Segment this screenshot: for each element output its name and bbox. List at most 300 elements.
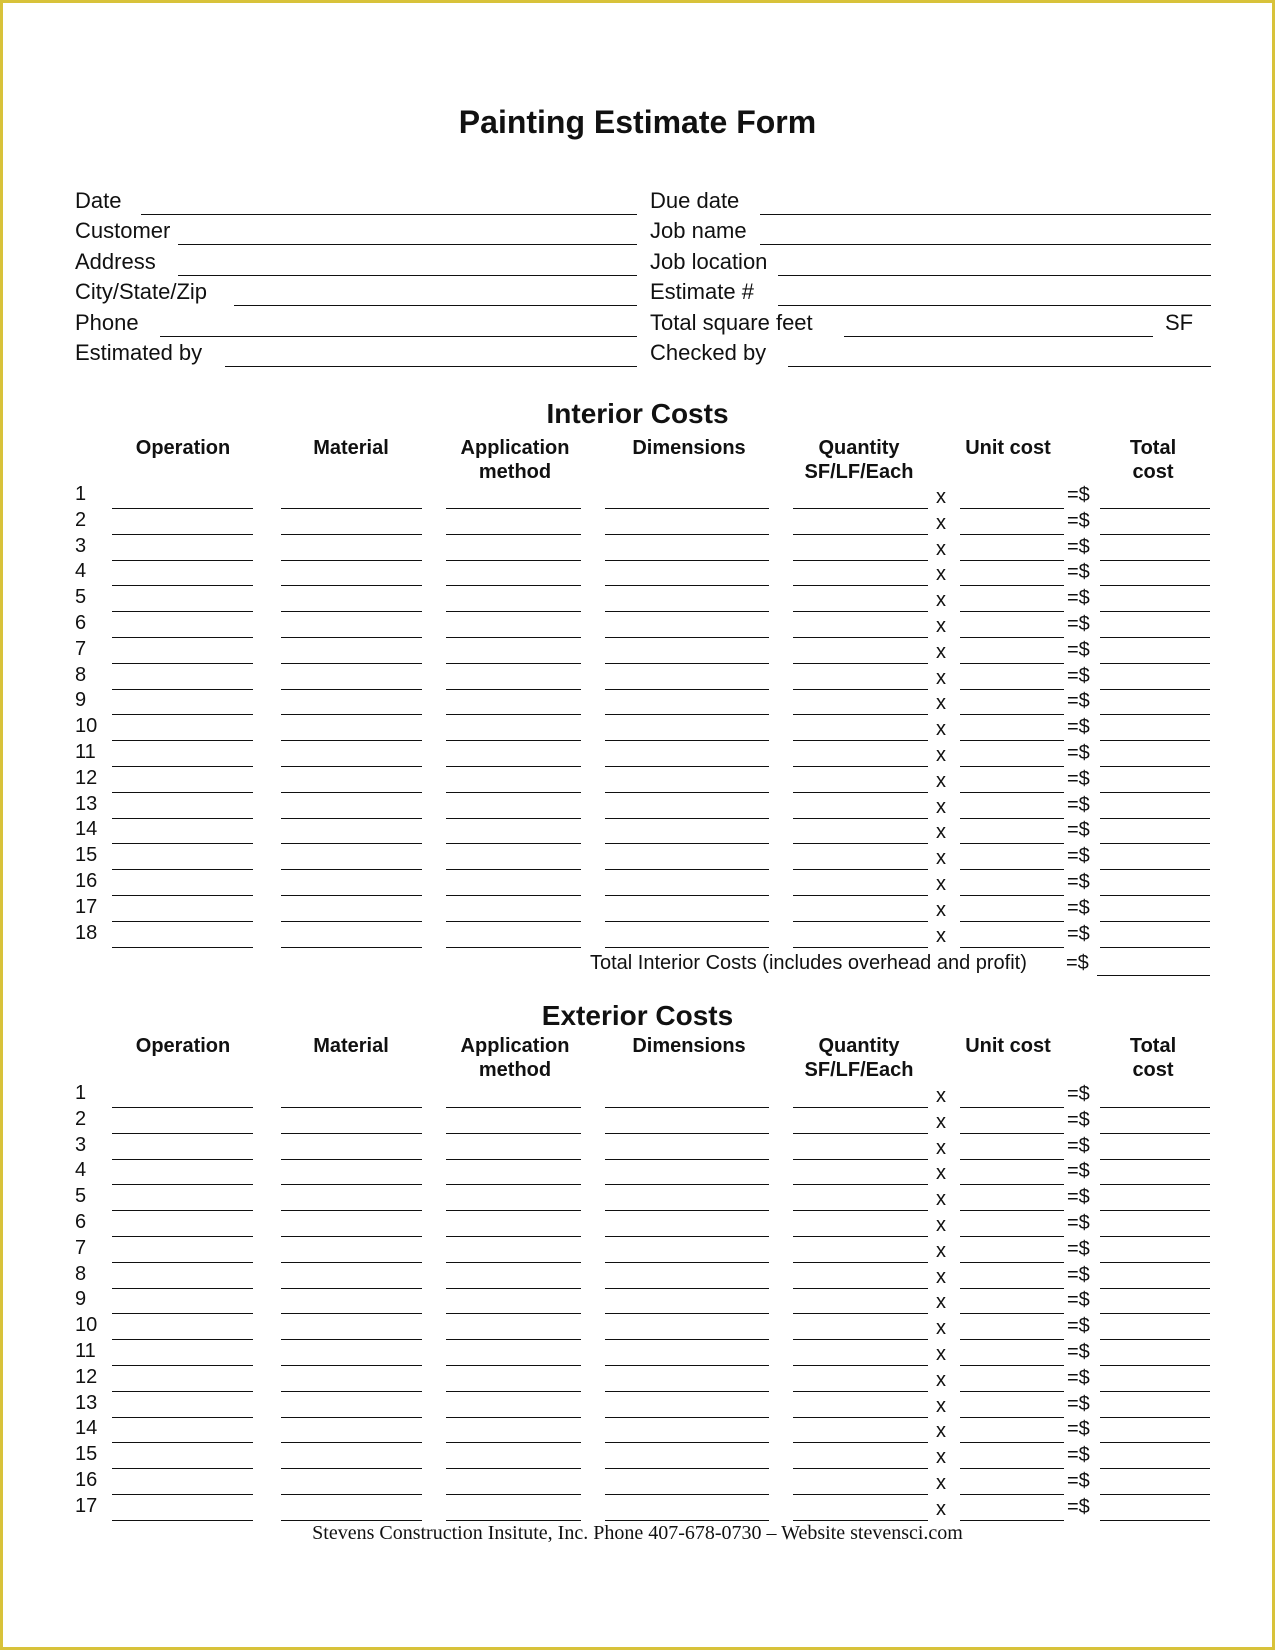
application-field[interactable]	[446, 714, 581, 715]
quantity-field[interactable]	[793, 1442, 928, 1443]
unit-cost-field[interactable]	[960, 534, 1064, 535]
operation-field[interactable]	[112, 1442, 253, 1443]
material-field[interactable]	[281, 792, 422, 793]
unit-cost-field[interactable]	[960, 1417, 1064, 1418]
material-field[interactable]	[281, 1313, 422, 1314]
total-cost-field[interactable]	[1100, 611, 1210, 612]
operation-field[interactable]	[112, 740, 253, 741]
checked-by-label: Checked by	[650, 340, 767, 365]
unit-cost-field[interactable]	[960, 1442, 1064, 1443]
application-field[interactable]	[446, 869, 581, 870]
equals-dollar: =$	[1067, 1083, 1090, 1105]
multiply-sign: x	[936, 1111, 946, 1133]
unit-cost-field[interactable]	[960, 1494, 1064, 1495]
quantity-field[interactable]	[793, 1520, 928, 1521]
quantity-field[interactable]	[793, 740, 928, 741]
multiply-sign: x	[936, 641, 946, 663]
dimensions-field[interactable]	[605, 947, 769, 948]
dimensions-field[interactable]	[605, 560, 769, 561]
application-field[interactable]	[446, 1313, 581, 1314]
unit-cost-field[interactable]	[960, 1107, 1064, 1108]
application-field[interactable]	[446, 1236, 581, 1237]
multiply-sign: x	[936, 1214, 946, 1236]
material-field[interactable]	[281, 843, 422, 844]
application-field[interactable]	[446, 740, 581, 741]
total-cost-field[interactable]	[1100, 818, 1210, 819]
material-field[interactable]	[281, 714, 422, 715]
quantity-field[interactable]	[793, 1210, 928, 1211]
material-field[interactable]	[281, 560, 422, 561]
quantity-field[interactable]	[793, 508, 928, 509]
total-cost-field[interactable]	[1100, 534, 1210, 535]
application-field[interactable]	[446, 1494, 581, 1495]
material-field[interactable]	[281, 1494, 422, 1495]
unit-cost-field[interactable]	[960, 585, 1064, 586]
quantity-field[interactable]	[793, 689, 928, 690]
operation-field[interactable]	[112, 1468, 253, 1469]
material-field[interactable]	[281, 1236, 422, 1237]
dimensions-field[interactable]	[605, 1288, 769, 1289]
material-field[interactable]	[281, 1159, 422, 1160]
operation-field[interactable]	[112, 1210, 253, 1211]
interior-total-equals: =$	[1066, 952, 1089, 974]
total-cost-field[interactable]	[1100, 1520, 1210, 1521]
unit-cost-field[interactable]	[960, 611, 1064, 612]
operation-field[interactable]	[112, 792, 253, 793]
quantity-header: Quantity	[818, 437, 900, 459]
total-cost-field[interactable]	[1100, 1262, 1210, 1263]
quantity-field[interactable]	[793, 1417, 928, 1418]
application-field[interactable]	[446, 1365, 581, 1366]
dimensions-field[interactable]	[605, 611, 769, 612]
material-field[interactable]	[281, 1468, 422, 1469]
operation-field[interactable]	[112, 1520, 253, 1521]
operation-field[interactable]	[112, 1313, 253, 1314]
total-cost-field[interactable]	[1100, 1288, 1210, 1289]
row-number: 8	[75, 664, 87, 686]
job-location-field[interactable]	[778, 275, 1211, 276]
unit-cost-field[interactable]	[960, 1313, 1064, 1314]
total-cost-field[interactable]	[1100, 689, 1210, 690]
operation-field[interactable]	[112, 843, 253, 844]
total-cost-field[interactable]	[1100, 1365, 1210, 1366]
operation-field[interactable]	[112, 637, 253, 638]
dimensions-field[interactable]	[605, 689, 769, 690]
material-field[interactable]	[281, 869, 422, 870]
operation-field[interactable]	[112, 921, 253, 922]
row-number: 6	[75, 1211, 87, 1233]
material-field[interactable]	[281, 740, 422, 741]
total-square-feet-field[interactable]	[844, 336, 1153, 337]
dimensions-field[interactable]	[605, 869, 769, 870]
unit-cost-field[interactable]	[960, 663, 1064, 664]
dimensions-field[interactable]	[605, 1159, 769, 1160]
operation-field[interactable]	[112, 1391, 253, 1392]
dimensions-field[interactable]	[605, 1442, 769, 1443]
unit-cost-field[interactable]	[960, 1236, 1064, 1237]
total-cost-field[interactable]	[1100, 1210, 1210, 1211]
customer-field[interactable]	[178, 244, 637, 245]
quantity-field[interactable]	[793, 1236, 928, 1237]
operation-field[interactable]	[112, 714, 253, 715]
total-cost-field[interactable]	[1100, 1417, 1210, 1418]
operation-field[interactable]	[112, 1236, 253, 1237]
operation-field[interactable]	[112, 1262, 253, 1263]
material-field[interactable]	[281, 1417, 422, 1418]
material-field[interactable]	[281, 1339, 422, 1340]
dimensions-field[interactable]	[605, 1262, 769, 1263]
material-field[interactable]	[281, 895, 422, 896]
operation-field[interactable]	[112, 895, 253, 896]
unit-cost-field[interactable]	[960, 714, 1064, 715]
application-field[interactable]	[446, 1210, 581, 1211]
dimensions-field[interactable]	[605, 1133, 769, 1134]
estimated-by-field[interactable]	[225, 366, 637, 367]
application-method-header: method	[478, 1059, 552, 1081]
operation-field[interactable]	[112, 766, 253, 767]
dimensions-field[interactable]	[605, 766, 769, 767]
operation-field[interactable]	[112, 1107, 253, 1108]
total-square-feet-label: Total square feet	[650, 310, 813, 335]
material-field[interactable]	[281, 508, 422, 509]
city-state-zip-field[interactable]	[234, 305, 637, 306]
operation-field[interactable]	[112, 1288, 253, 1289]
quantity-field[interactable]	[793, 869, 928, 870]
application-field[interactable]	[446, 792, 581, 793]
job-name-field[interactable]	[760, 244, 1211, 245]
estimate-field[interactable]	[778, 305, 1211, 306]
dimensions-field[interactable]	[605, 1184, 769, 1185]
application-field[interactable]	[446, 637, 581, 638]
equals-dollar: =$	[1067, 1315, 1090, 1337]
application-field[interactable]	[446, 689, 581, 690]
total-cost-field[interactable]	[1100, 560, 1210, 561]
material-field[interactable]	[281, 921, 422, 922]
material-field[interactable]	[281, 1210, 422, 1211]
material-header: Material	[313, 1035, 389, 1057]
multiply-sign: x	[936, 1343, 946, 1365]
operation-field[interactable]	[112, 947, 253, 948]
equals-dollar: =$	[1067, 1418, 1090, 1440]
operation-field[interactable]	[112, 663, 253, 664]
total-cost-field[interactable]	[1100, 895, 1210, 896]
total-cost-field[interactable]	[1100, 663, 1210, 664]
unit-cost-field[interactable]	[960, 1184, 1064, 1185]
quantity-field[interactable]	[793, 611, 928, 612]
application-field[interactable]	[446, 663, 581, 664]
quantity-field[interactable]	[793, 1133, 928, 1134]
quantity-field[interactable]	[793, 1391, 928, 1392]
dimensions-field[interactable]	[605, 1236, 769, 1237]
unit-cost-field[interactable]	[960, 508, 1064, 509]
total-cost-field[interactable]	[1100, 637, 1210, 638]
multiply-sign: x	[936, 899, 946, 921]
application-field[interactable]	[446, 1417, 581, 1418]
operation-field[interactable]	[112, 585, 253, 586]
unit-cost-field[interactable]	[960, 1262, 1064, 1263]
multiply-sign: x	[936, 796, 946, 818]
equals-dollar: =$	[1067, 716, 1090, 738]
row-number: 16	[75, 870, 98, 892]
quantity-field[interactable]	[793, 1468, 928, 1469]
operation-field[interactable]	[112, 1133, 253, 1134]
application-field[interactable]	[446, 560, 581, 561]
total-cost-field[interactable]	[1100, 1442, 1210, 1443]
material-field[interactable]	[281, 1391, 422, 1392]
material-field[interactable]	[281, 766, 422, 767]
dimensions-field[interactable]	[605, 1494, 769, 1495]
total-cost-field[interactable]	[1100, 1494, 1210, 1495]
application-field[interactable]	[446, 1339, 581, 1340]
equals-dollar: =$	[1067, 587, 1090, 609]
quantity-field[interactable]	[793, 843, 928, 844]
total-cost-field[interactable]	[1100, 843, 1210, 844]
dimensions-field[interactable]	[605, 818, 769, 819]
total-cost-field[interactable]	[1100, 1133, 1210, 1134]
application-field[interactable]	[446, 1184, 581, 1185]
unit-cost-field[interactable]	[960, 895, 1064, 896]
total-cost-field[interactable]	[1100, 947, 1210, 948]
material-field[interactable]	[281, 585, 422, 586]
row-number: 18	[75, 922, 98, 944]
quantity-field[interactable]	[793, 895, 928, 896]
quantity-field[interactable]	[793, 714, 928, 715]
dimensions-field[interactable]	[605, 1339, 769, 1340]
application-field[interactable]	[446, 1468, 581, 1469]
material-field[interactable]	[281, 534, 422, 535]
unit-cost-field[interactable]	[960, 637, 1064, 638]
material-field[interactable]	[281, 1184, 422, 1185]
total-cost-field[interactable]	[1100, 869, 1210, 870]
application-field[interactable]	[446, 895, 581, 896]
dimensions-field[interactable]	[605, 1391, 769, 1392]
application-field[interactable]	[446, 1133, 581, 1134]
application-field[interactable]	[446, 818, 581, 819]
unit-cost-field[interactable]	[960, 843, 1064, 844]
operation-field[interactable]	[112, 1417, 253, 1418]
phone-label: Phone	[75, 310, 139, 335]
multiply-sign: x	[936, 692, 946, 714]
material-field[interactable]	[281, 663, 422, 664]
total-cost-field[interactable]	[1100, 1159, 1210, 1160]
material-field[interactable]	[281, 637, 422, 638]
dimensions-field[interactable]	[605, 843, 769, 844]
dimensions-field[interactable]	[605, 740, 769, 741]
quantity-field[interactable]	[793, 818, 928, 819]
operation-field[interactable]	[112, 534, 253, 535]
unit-cost-field[interactable]	[960, 1468, 1064, 1469]
application-field[interactable]	[446, 585, 581, 586]
dimensions-field[interactable]	[605, 585, 769, 586]
address-field[interactable]	[178, 275, 637, 276]
unit-cost-field[interactable]	[960, 1159, 1064, 1160]
application-field[interactable]	[446, 947, 581, 948]
application-field[interactable]	[446, 921, 581, 922]
application-field[interactable]	[446, 1391, 581, 1392]
due-date-field[interactable]	[760, 214, 1211, 215]
quantity-field[interactable]	[793, 560, 928, 561]
operation-field[interactable]	[112, 1365, 253, 1366]
operation-field[interactable]	[112, 1159, 253, 1160]
quantity-field[interactable]	[793, 1288, 928, 1289]
unit-cost-field[interactable]	[960, 689, 1064, 690]
total-cost-field[interactable]	[1100, 1391, 1210, 1392]
material-field[interactable]	[281, 1288, 422, 1289]
dimensions-field[interactable]	[605, 663, 769, 664]
row-number: 4	[75, 560, 87, 582]
application-field[interactable]	[446, 1288, 581, 1289]
quantity-field[interactable]	[793, 637, 928, 638]
equals-dollar: =$	[1067, 639, 1090, 661]
material-field[interactable]	[281, 1133, 422, 1134]
multiply-sign: x	[936, 744, 946, 766]
quantity-field[interactable]	[793, 1107, 928, 1108]
multiply-sign: x	[936, 1266, 946, 1288]
dimensions-field[interactable]	[605, 1468, 769, 1469]
total-cost-field[interactable]	[1100, 508, 1210, 509]
equals-dollar: =$	[1067, 484, 1090, 506]
quantity-field[interactable]	[793, 1494, 928, 1495]
total-cost-field[interactable]	[1100, 585, 1210, 586]
total-cost-field[interactable]	[1100, 792, 1210, 793]
application-field[interactable]	[446, 1107, 581, 1108]
quantity-field[interactable]	[793, 1313, 928, 1314]
unit-cost-field[interactable]	[960, 1339, 1064, 1340]
dimensions-field[interactable]	[605, 508, 769, 509]
application-field[interactable]	[446, 508, 581, 509]
application-field[interactable]	[446, 1159, 581, 1160]
operation-field[interactable]	[112, 508, 253, 509]
total-cost-field[interactable]	[1100, 1236, 1210, 1237]
material-field[interactable]	[281, 689, 422, 690]
equals-dollar: =$	[1067, 794, 1090, 816]
application-method-header: Application	[460, 1035, 570, 1057]
row-number: 12	[75, 1366, 98, 1388]
material-field[interactable]	[281, 947, 422, 948]
quantity-field[interactable]	[793, 1184, 928, 1185]
unit-cost-field[interactable]	[960, 947, 1064, 948]
total-cost-header: cost	[1132, 461, 1174, 483]
total-cost-field[interactable]	[1100, 1313, 1210, 1314]
total-cost-field[interactable]	[1100, 1184, 1210, 1185]
date-field[interactable]	[141, 214, 637, 215]
total-cost-field[interactable]	[1100, 1468, 1210, 1469]
operation-field[interactable]	[112, 818, 253, 819]
application-field[interactable]	[446, 1262, 581, 1263]
operation-field[interactable]	[112, 869, 253, 870]
date-label: Date	[75, 188, 122, 213]
unit-cost-field[interactable]	[960, 921, 1064, 922]
material-field[interactable]	[281, 1520, 422, 1521]
material-field[interactable]	[281, 1107, 422, 1108]
total-cost-field[interactable]	[1100, 714, 1210, 715]
unit-cost-field[interactable]	[960, 1391, 1064, 1392]
row-number: 11	[75, 1340, 96, 1362]
operation-field[interactable]	[112, 689, 253, 690]
unit-cost-field[interactable]	[960, 792, 1064, 793]
material-field[interactable]	[281, 1262, 422, 1263]
application-method-header: method	[478, 461, 552, 483]
multiply-sign: x	[936, 1472, 946, 1494]
dimensions-field[interactable]	[605, 637, 769, 638]
unit-cost-field[interactable]	[960, 869, 1064, 870]
unit-cost-field[interactable]	[960, 1288, 1064, 1289]
dimensions-field[interactable]	[605, 534, 769, 535]
unit-cost-field[interactable]	[960, 1365, 1064, 1366]
dimensions-field[interactable]	[605, 1210, 769, 1211]
material-field[interactable]	[281, 1365, 422, 1366]
operation-field[interactable]	[112, 1494, 253, 1495]
operation-field[interactable]	[112, 1339, 253, 1340]
equals-dollar: =$	[1067, 1264, 1090, 1286]
unit-cost-field[interactable]	[960, 560, 1064, 561]
dimensions-field[interactable]	[605, 714, 769, 715]
total-cost-field[interactable]	[1100, 766, 1210, 767]
application-field[interactable]	[446, 843, 581, 844]
operation-field[interactable]	[112, 1184, 253, 1185]
operation-field[interactable]	[112, 560, 253, 561]
quantity-field[interactable]	[793, 585, 928, 586]
checked-by-field[interactable]	[788, 366, 1211, 367]
total-cost-field[interactable]	[1100, 921, 1210, 922]
quantity-field[interactable]	[793, 921, 928, 922]
quantity-field[interactable]	[793, 766, 928, 767]
material-field[interactable]	[281, 818, 422, 819]
dimensions-field[interactable]	[605, 895, 769, 896]
dimensions-field[interactable]	[605, 1313, 769, 1314]
total-cost-field[interactable]	[1100, 740, 1210, 741]
phone-field[interactable]	[160, 336, 637, 337]
dimensions-field[interactable]	[605, 1417, 769, 1418]
dimensions-field[interactable]	[605, 1365, 769, 1366]
quantity-field[interactable]	[793, 1365, 928, 1366]
row-number: 15	[75, 1443, 98, 1465]
quantity-field[interactable]	[793, 534, 928, 535]
application-field[interactable]	[446, 611, 581, 612]
application-field[interactable]	[446, 766, 581, 767]
total-square-feet-unit: SF	[1165, 310, 1194, 335]
row-number: 5	[75, 586, 87, 608]
quantity-field[interactable]	[793, 663, 928, 664]
unit-cost-field[interactable]	[960, 1133, 1064, 1134]
dimensions-field[interactable]	[605, 792, 769, 793]
dimensions-field[interactable]	[605, 921, 769, 922]
material-field[interactable]	[281, 611, 422, 612]
material-field[interactable]	[281, 1442, 422, 1443]
application-field[interactable]	[446, 1520, 581, 1521]
unit-cost-field[interactable]	[960, 740, 1064, 741]
multiply-sign: x	[936, 615, 946, 637]
total-cost-field[interactable]	[1100, 1107, 1210, 1108]
quantity-field[interactable]	[793, 792, 928, 793]
unit-cost-field[interactable]	[960, 766, 1064, 767]
application-field[interactable]	[446, 534, 581, 535]
operation-header: Operation	[135, 437, 231, 459]
quantity-field[interactable]	[793, 1262, 928, 1263]
dimensions-field[interactable]	[605, 1520, 769, 1521]
total-cost-field[interactable]	[1100, 1339, 1210, 1340]
operation-field[interactable]	[112, 611, 253, 612]
unit-cost-field[interactable]	[960, 818, 1064, 819]
interior-total-field[interactable]	[1097, 975, 1210, 976]
quantity-field[interactable]	[793, 947, 928, 948]
quantity-field[interactable]	[793, 1159, 928, 1160]
dimensions-field[interactable]	[605, 1107, 769, 1108]
unit-cost-field[interactable]	[960, 1210, 1064, 1211]
application-field[interactable]	[446, 1442, 581, 1443]
quantity-field[interactable]	[793, 1339, 928, 1340]
unit-cost-field[interactable]	[960, 1520, 1064, 1521]
